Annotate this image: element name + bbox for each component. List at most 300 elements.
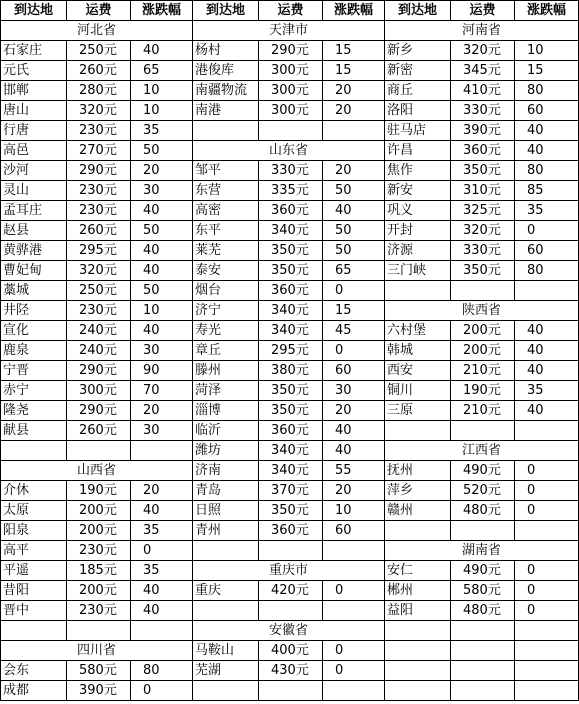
table-row bbox=[1, 421, 579, 441]
table-row bbox=[1, 681, 579, 701]
destination-cell: 开封 bbox=[385, 221, 451, 241]
freight-cell: 350元 bbox=[451, 161, 515, 181]
destination-cell: 井陉 bbox=[1, 301, 67, 321]
freight-cell: 390元 bbox=[451, 121, 515, 141]
change-cell: 0 bbox=[323, 661, 385, 681]
freight-cell: 260元 bbox=[67, 221, 131, 241]
freight-cell: 490元 bbox=[451, 561, 515, 581]
change-cell: 10 bbox=[515, 41, 579, 61]
change-cell: 40 bbox=[131, 321, 193, 341]
destination-cell: 济源 bbox=[385, 241, 451, 261]
freight-cell: 295元 bbox=[67, 241, 131, 261]
destination-cell: 莱芜 bbox=[193, 241, 259, 261]
empty-cell bbox=[515, 641, 579, 661]
change-cell: 40 bbox=[323, 441, 385, 461]
freight-cell: 320元 bbox=[451, 221, 515, 241]
destination-cell: 巩义 bbox=[385, 201, 451, 221]
destination-cell: 重庆 bbox=[193, 581, 259, 601]
empty-cell bbox=[259, 601, 323, 621]
table-body bbox=[1, 21, 579, 701]
table-row bbox=[1, 561, 579, 581]
freight-cell: 250元 bbox=[67, 281, 131, 301]
table-row bbox=[1, 621, 579, 641]
empty-cell bbox=[259, 121, 323, 141]
change-cell: 30 bbox=[323, 381, 385, 401]
destination-cell: 焦作 bbox=[385, 161, 451, 181]
freight-cell: 200元 bbox=[67, 501, 131, 521]
change-cell: 20 bbox=[131, 161, 193, 181]
destination-cell: 孟耳庄 bbox=[1, 201, 67, 221]
change-cell: 65 bbox=[131, 61, 193, 81]
freight-cell: 300元 bbox=[259, 101, 323, 121]
empty-cell bbox=[515, 681, 579, 701]
change-cell: 0 bbox=[323, 341, 385, 361]
change-cell: 65 bbox=[323, 261, 385, 281]
destination-cell: 成都 bbox=[1, 681, 67, 701]
table-row bbox=[1, 181, 579, 201]
change-cell: 80 bbox=[515, 161, 579, 181]
freight-cell: 230元 bbox=[67, 541, 131, 561]
table-row bbox=[1, 61, 579, 81]
destination-cell: 芜湖 bbox=[193, 661, 259, 681]
destination-cell: 港俊库 bbox=[193, 61, 259, 81]
change-cell: 40 bbox=[515, 141, 579, 161]
empty-cell bbox=[259, 541, 323, 561]
change-cell: 0 bbox=[515, 581, 579, 601]
change-cell: 0 bbox=[515, 221, 579, 241]
destination-cell: 济宁 bbox=[193, 301, 259, 321]
change-cell: 50 bbox=[131, 141, 193, 161]
empty-cell bbox=[451, 621, 515, 641]
destination-cell: 邯郸 bbox=[1, 81, 67, 101]
change-cell: 0 bbox=[323, 581, 385, 601]
table-row bbox=[1, 361, 579, 381]
destination-cell: 淄博 bbox=[193, 401, 259, 421]
freight-cell: 290元 bbox=[259, 41, 323, 61]
change-cell: 50 bbox=[323, 221, 385, 241]
change-cell: 20 bbox=[323, 401, 385, 421]
change-cell: 35 bbox=[131, 561, 193, 581]
destination-cell: 高平 bbox=[1, 541, 67, 561]
destination-cell: 杨村 bbox=[193, 41, 259, 61]
change-cell: 40 bbox=[515, 321, 579, 341]
change-cell: 20 bbox=[131, 481, 193, 501]
change-cell: 15 bbox=[323, 61, 385, 81]
change-cell: 10 bbox=[131, 301, 193, 321]
destination-cell: 曹妃甸 bbox=[1, 261, 67, 281]
freight-cell: 200元 bbox=[451, 341, 515, 361]
freight-cell: 230元 bbox=[67, 121, 131, 141]
freight-cell: 350元 bbox=[259, 261, 323, 281]
destination-cell: 鹿泉 bbox=[1, 341, 67, 361]
freight-cell: 480元 bbox=[451, 501, 515, 521]
freight-cell: 430元 bbox=[259, 661, 323, 681]
table-row bbox=[1, 21, 579, 41]
change-cell: 30 bbox=[131, 181, 193, 201]
change-cell: 0 bbox=[131, 681, 193, 701]
province-heading: 湖南省 bbox=[385, 541, 579, 561]
change-cell: 60 bbox=[515, 241, 579, 261]
change-cell: 10 bbox=[323, 501, 385, 521]
freight-cell: 260元 bbox=[67, 61, 131, 81]
destination-cell: 临沂 bbox=[193, 421, 259, 441]
freight-cell: 210元 bbox=[451, 401, 515, 421]
change-cell: 40 bbox=[131, 41, 193, 61]
change-cell: 15 bbox=[515, 61, 579, 81]
destination-cell: 南疆物流 bbox=[193, 81, 259, 101]
change-cell: 0 bbox=[515, 561, 579, 581]
freight-cell: 345元 bbox=[451, 61, 515, 81]
freight-cell: 350元 bbox=[259, 401, 323, 421]
freight-cell: 330元 bbox=[451, 101, 515, 121]
freight-cell: 580元 bbox=[451, 581, 515, 601]
change-cell: 30 bbox=[131, 421, 193, 441]
table-row bbox=[1, 161, 579, 181]
freight-cell: 210元 bbox=[451, 361, 515, 381]
freight-cell: 340元 bbox=[259, 301, 323, 321]
freight-cell: 200元 bbox=[451, 321, 515, 341]
header-row bbox=[1, 1, 579, 21]
table-row bbox=[1, 601, 579, 621]
change-cell: 85 bbox=[515, 181, 579, 201]
table-row bbox=[1, 81, 579, 101]
change-cell: 0 bbox=[131, 541, 193, 561]
freight-cell: 280元 bbox=[67, 81, 131, 101]
change-cell: 10 bbox=[131, 81, 193, 101]
destination-cell: 行唐 bbox=[1, 121, 67, 141]
empty-cell bbox=[131, 621, 193, 641]
destination-cell: 高密 bbox=[193, 201, 259, 221]
table-row bbox=[1, 461, 579, 481]
freight-cell: 390元 bbox=[67, 681, 131, 701]
empty-cell bbox=[385, 641, 451, 661]
destination-cell: 滕州 bbox=[193, 361, 259, 381]
province-heading: 山东省 bbox=[193, 141, 385, 161]
destination-cell: 赣州 bbox=[385, 501, 451, 521]
destination-cell: 晋中 bbox=[1, 601, 67, 621]
change-cell: 20 bbox=[131, 401, 193, 421]
province-heading: 安徽省 bbox=[193, 621, 385, 641]
empty-cell bbox=[451, 641, 515, 661]
change-cell: 35 bbox=[131, 521, 193, 541]
empty-cell bbox=[259, 681, 323, 701]
destination-cell: 赵县 bbox=[1, 221, 67, 241]
change-cell: 50 bbox=[323, 241, 385, 261]
destination-cell: 三门峡 bbox=[385, 261, 451, 281]
freight-cell: 230元 bbox=[67, 181, 131, 201]
empty-cell bbox=[323, 541, 385, 561]
freight-cell: 270元 bbox=[67, 141, 131, 161]
change-cell: 30 bbox=[131, 341, 193, 361]
destination-cell: 灵山 bbox=[1, 181, 67, 201]
col-header-freight: 运费 bbox=[259, 1, 323, 21]
change-cell: 40 bbox=[323, 421, 385, 441]
empty-cell bbox=[385, 281, 451, 301]
destination-cell: 唐山 bbox=[1, 101, 67, 121]
freight-cell: 360元 bbox=[259, 201, 323, 221]
freight-cell: 295元 bbox=[259, 341, 323, 361]
empty-cell bbox=[451, 661, 515, 681]
col-header-destination: 到达地 bbox=[193, 1, 259, 21]
change-cell: 35 bbox=[131, 121, 193, 141]
empty-cell bbox=[385, 661, 451, 681]
change-cell: 40 bbox=[131, 581, 193, 601]
change-cell: 0 bbox=[323, 641, 385, 661]
province-heading: 陕西省 bbox=[385, 301, 579, 321]
freight-cell: 240元 bbox=[67, 321, 131, 341]
change-cell: 40 bbox=[515, 121, 579, 141]
destination-cell: 潍坊 bbox=[193, 441, 259, 461]
freight-cell: 320元 bbox=[67, 261, 131, 281]
empty-cell bbox=[67, 621, 131, 641]
table-row bbox=[1, 381, 579, 401]
freight-cell: 380元 bbox=[259, 361, 323, 381]
freight-cell: 350元 bbox=[259, 381, 323, 401]
freight-cell: 190元 bbox=[67, 481, 131, 501]
destination-cell: 六村堡 bbox=[385, 321, 451, 341]
col-header-change: 涨跌幅 bbox=[323, 1, 385, 21]
destination-cell: 沙河 bbox=[1, 161, 67, 181]
destination-cell: 新乡 bbox=[385, 41, 451, 61]
freight-cell: 335元 bbox=[259, 181, 323, 201]
destination-cell: 隆尧 bbox=[1, 401, 67, 421]
empty-cell bbox=[193, 601, 259, 621]
table-row bbox=[1, 641, 579, 661]
empty-cell bbox=[515, 621, 579, 641]
destination-cell: 邹平 bbox=[193, 161, 259, 181]
empty-cell bbox=[323, 681, 385, 701]
freight-cell: 330元 bbox=[259, 161, 323, 181]
destination-cell: 会东 bbox=[1, 661, 67, 681]
destination-cell: 马鞍山 bbox=[193, 641, 259, 661]
table-row bbox=[1, 481, 579, 501]
freight-cell: 360元 bbox=[259, 421, 323, 441]
table-row bbox=[1, 261, 579, 281]
empty-cell bbox=[385, 421, 451, 441]
freight-cell: 290元 bbox=[67, 361, 131, 381]
change-cell: 60 bbox=[515, 101, 579, 121]
change-cell: 40 bbox=[131, 241, 193, 261]
table-row bbox=[1, 441, 579, 461]
destination-cell: 韩城 bbox=[385, 341, 451, 361]
freight-cell: 200元 bbox=[67, 581, 131, 601]
destination-cell: 益阳 bbox=[385, 601, 451, 621]
change-cell: 15 bbox=[323, 301, 385, 321]
province-heading: 重庆市 bbox=[193, 561, 385, 581]
freight-cell: 320元 bbox=[451, 41, 515, 61]
col-header-change: 涨跌幅 bbox=[515, 1, 579, 21]
col-header-freight: 运费 bbox=[67, 1, 131, 21]
col-header-change: 涨跌幅 bbox=[131, 1, 193, 21]
destination-cell: 阳泉 bbox=[1, 521, 67, 541]
change-cell: 0 bbox=[515, 601, 579, 621]
freight-cell: 340元 bbox=[259, 461, 323, 481]
change-cell: 15 bbox=[323, 41, 385, 61]
freight-cell: 420元 bbox=[259, 581, 323, 601]
change-cell: 70 bbox=[131, 381, 193, 401]
change-cell: 80 bbox=[515, 261, 579, 281]
freight-cell: 330元 bbox=[451, 241, 515, 261]
destination-cell: 许昌 bbox=[385, 141, 451, 161]
empty-cell bbox=[193, 681, 259, 701]
change-cell: 20 bbox=[323, 481, 385, 501]
freight-cell: 260元 bbox=[67, 421, 131, 441]
destination-cell: 赤宁 bbox=[1, 381, 67, 401]
destination-cell: 新密 bbox=[385, 61, 451, 81]
table-row bbox=[1, 521, 579, 541]
freight-cell: 400元 bbox=[259, 641, 323, 661]
province-heading: 河北省 bbox=[1, 21, 193, 41]
change-cell: 40 bbox=[515, 341, 579, 361]
change-cell: 10 bbox=[131, 101, 193, 121]
freight-cell: 520元 bbox=[451, 481, 515, 501]
change-cell: 35 bbox=[515, 201, 579, 221]
change-cell: 40 bbox=[515, 401, 579, 421]
empty-cell bbox=[451, 521, 515, 541]
freight-cell: 240元 bbox=[67, 341, 131, 361]
destination-cell: 济南 bbox=[193, 461, 259, 481]
destination-cell: 昔阳 bbox=[1, 581, 67, 601]
freight-cell: 290元 bbox=[67, 401, 131, 421]
destination-cell: 章丘 bbox=[193, 341, 259, 361]
destination-cell: 驻马店 bbox=[385, 121, 451, 141]
destination-cell: 青州 bbox=[193, 521, 259, 541]
freight-cell: 340元 bbox=[259, 321, 323, 341]
empty-cell bbox=[193, 541, 259, 561]
table-row bbox=[1, 201, 579, 221]
empty-cell bbox=[385, 621, 451, 641]
province-heading: 四川省 bbox=[1, 641, 193, 661]
destination-cell: 太原 bbox=[1, 501, 67, 521]
change-cell: 0 bbox=[323, 281, 385, 301]
freight-cell: 300元 bbox=[259, 61, 323, 81]
destination-cell: 郴州 bbox=[385, 581, 451, 601]
destination-cell: 寿光 bbox=[193, 321, 259, 341]
table-row bbox=[1, 121, 579, 141]
destination-cell: 西安 bbox=[385, 361, 451, 381]
destination-cell: 元氏 bbox=[1, 61, 67, 81]
province-heading: 天津市 bbox=[193, 21, 385, 41]
freight-cell: 230元 bbox=[67, 201, 131, 221]
empty-cell bbox=[451, 281, 515, 301]
destination-cell: 萍乡 bbox=[385, 481, 451, 501]
empty-cell bbox=[323, 121, 385, 141]
empty-cell bbox=[515, 661, 579, 681]
table-row bbox=[1, 101, 579, 121]
freight-cell: 185元 bbox=[67, 561, 131, 581]
freight-cell: 325元 bbox=[451, 201, 515, 221]
table-row bbox=[1, 141, 579, 161]
empty-cell bbox=[515, 421, 579, 441]
destination-cell: 菏泽 bbox=[193, 381, 259, 401]
table-row bbox=[1, 41, 579, 61]
destination-cell: 东营 bbox=[193, 181, 259, 201]
empty-cell bbox=[515, 281, 579, 301]
table-row bbox=[1, 501, 579, 521]
destination-cell: 献县 bbox=[1, 421, 67, 441]
change-cell: 40 bbox=[131, 201, 193, 221]
freight-cell: 300元 bbox=[67, 381, 131, 401]
destination-cell: 泰安 bbox=[193, 261, 259, 281]
table-row bbox=[1, 401, 579, 421]
destination-cell: 黄骅港 bbox=[1, 241, 67, 261]
change-cell: 50 bbox=[323, 181, 385, 201]
change-cell: 60 bbox=[323, 521, 385, 541]
freight-cell: 480元 bbox=[451, 601, 515, 621]
table-row bbox=[1, 661, 579, 681]
freight-cell: 320元 bbox=[67, 101, 131, 121]
province-heading: 山西省 bbox=[1, 461, 193, 481]
change-cell: 55 bbox=[323, 461, 385, 481]
destination-cell: 南港 bbox=[193, 101, 259, 121]
empty-cell bbox=[193, 121, 259, 141]
empty-cell bbox=[451, 681, 515, 701]
change-cell: 0 bbox=[515, 481, 579, 501]
empty-cell bbox=[1, 441, 67, 461]
freight-cell: 360元 bbox=[259, 521, 323, 541]
freight-cell: 360元 bbox=[451, 141, 515, 161]
empty-cell bbox=[385, 521, 451, 541]
freight-cell: 340元 bbox=[259, 221, 323, 241]
change-cell: 0 bbox=[515, 461, 579, 481]
freight-cell: 230元 bbox=[67, 601, 131, 621]
destination-cell: 新安 bbox=[385, 181, 451, 201]
empty-cell bbox=[131, 441, 193, 461]
table-row bbox=[1, 301, 579, 321]
destination-cell: 洛阳 bbox=[385, 101, 451, 121]
destination-cell: 铜川 bbox=[385, 381, 451, 401]
change-cell: 90 bbox=[131, 361, 193, 381]
col-header-freight: 运费 bbox=[451, 1, 515, 21]
freight-cell: 230元 bbox=[67, 301, 131, 321]
change-cell: 80 bbox=[131, 661, 193, 681]
col-header-destination: 到达地 bbox=[1, 1, 67, 21]
freight-cell: 490元 bbox=[451, 461, 515, 481]
destination-cell: 日照 bbox=[193, 501, 259, 521]
destination-cell: 介休 bbox=[1, 481, 67, 501]
freight-cell: 250元 bbox=[67, 41, 131, 61]
table-row bbox=[1, 581, 579, 601]
destination-cell: 青岛 bbox=[193, 481, 259, 501]
table-row bbox=[1, 321, 579, 341]
destination-cell: 平遥 bbox=[1, 561, 67, 581]
table-row bbox=[1, 281, 579, 301]
freight-cell: 310元 bbox=[451, 181, 515, 201]
empty-cell bbox=[451, 421, 515, 441]
freight-cell: 580元 bbox=[67, 661, 131, 681]
freight-cell: 350元 bbox=[259, 501, 323, 521]
table-row bbox=[1, 341, 579, 361]
change-cell: 40 bbox=[131, 601, 193, 621]
table-row bbox=[1, 241, 579, 261]
change-cell: 0 bbox=[515, 501, 579, 521]
empty-cell bbox=[515, 521, 579, 541]
change-cell: 50 bbox=[131, 221, 193, 241]
destination-cell: 抚州 bbox=[385, 461, 451, 481]
province-heading: 江西省 bbox=[385, 441, 579, 461]
change-cell: 40 bbox=[515, 361, 579, 381]
destination-cell: 高邑 bbox=[1, 141, 67, 161]
change-cell: 60 bbox=[323, 361, 385, 381]
change-cell: 50 bbox=[131, 281, 193, 301]
freight-cell: 290元 bbox=[67, 161, 131, 181]
table-row bbox=[1, 541, 579, 561]
change-cell: 40 bbox=[323, 201, 385, 221]
empty-cell bbox=[67, 441, 131, 461]
change-cell: 40 bbox=[131, 501, 193, 521]
change-cell: 20 bbox=[323, 161, 385, 181]
freight-cell: 200元 bbox=[67, 521, 131, 541]
